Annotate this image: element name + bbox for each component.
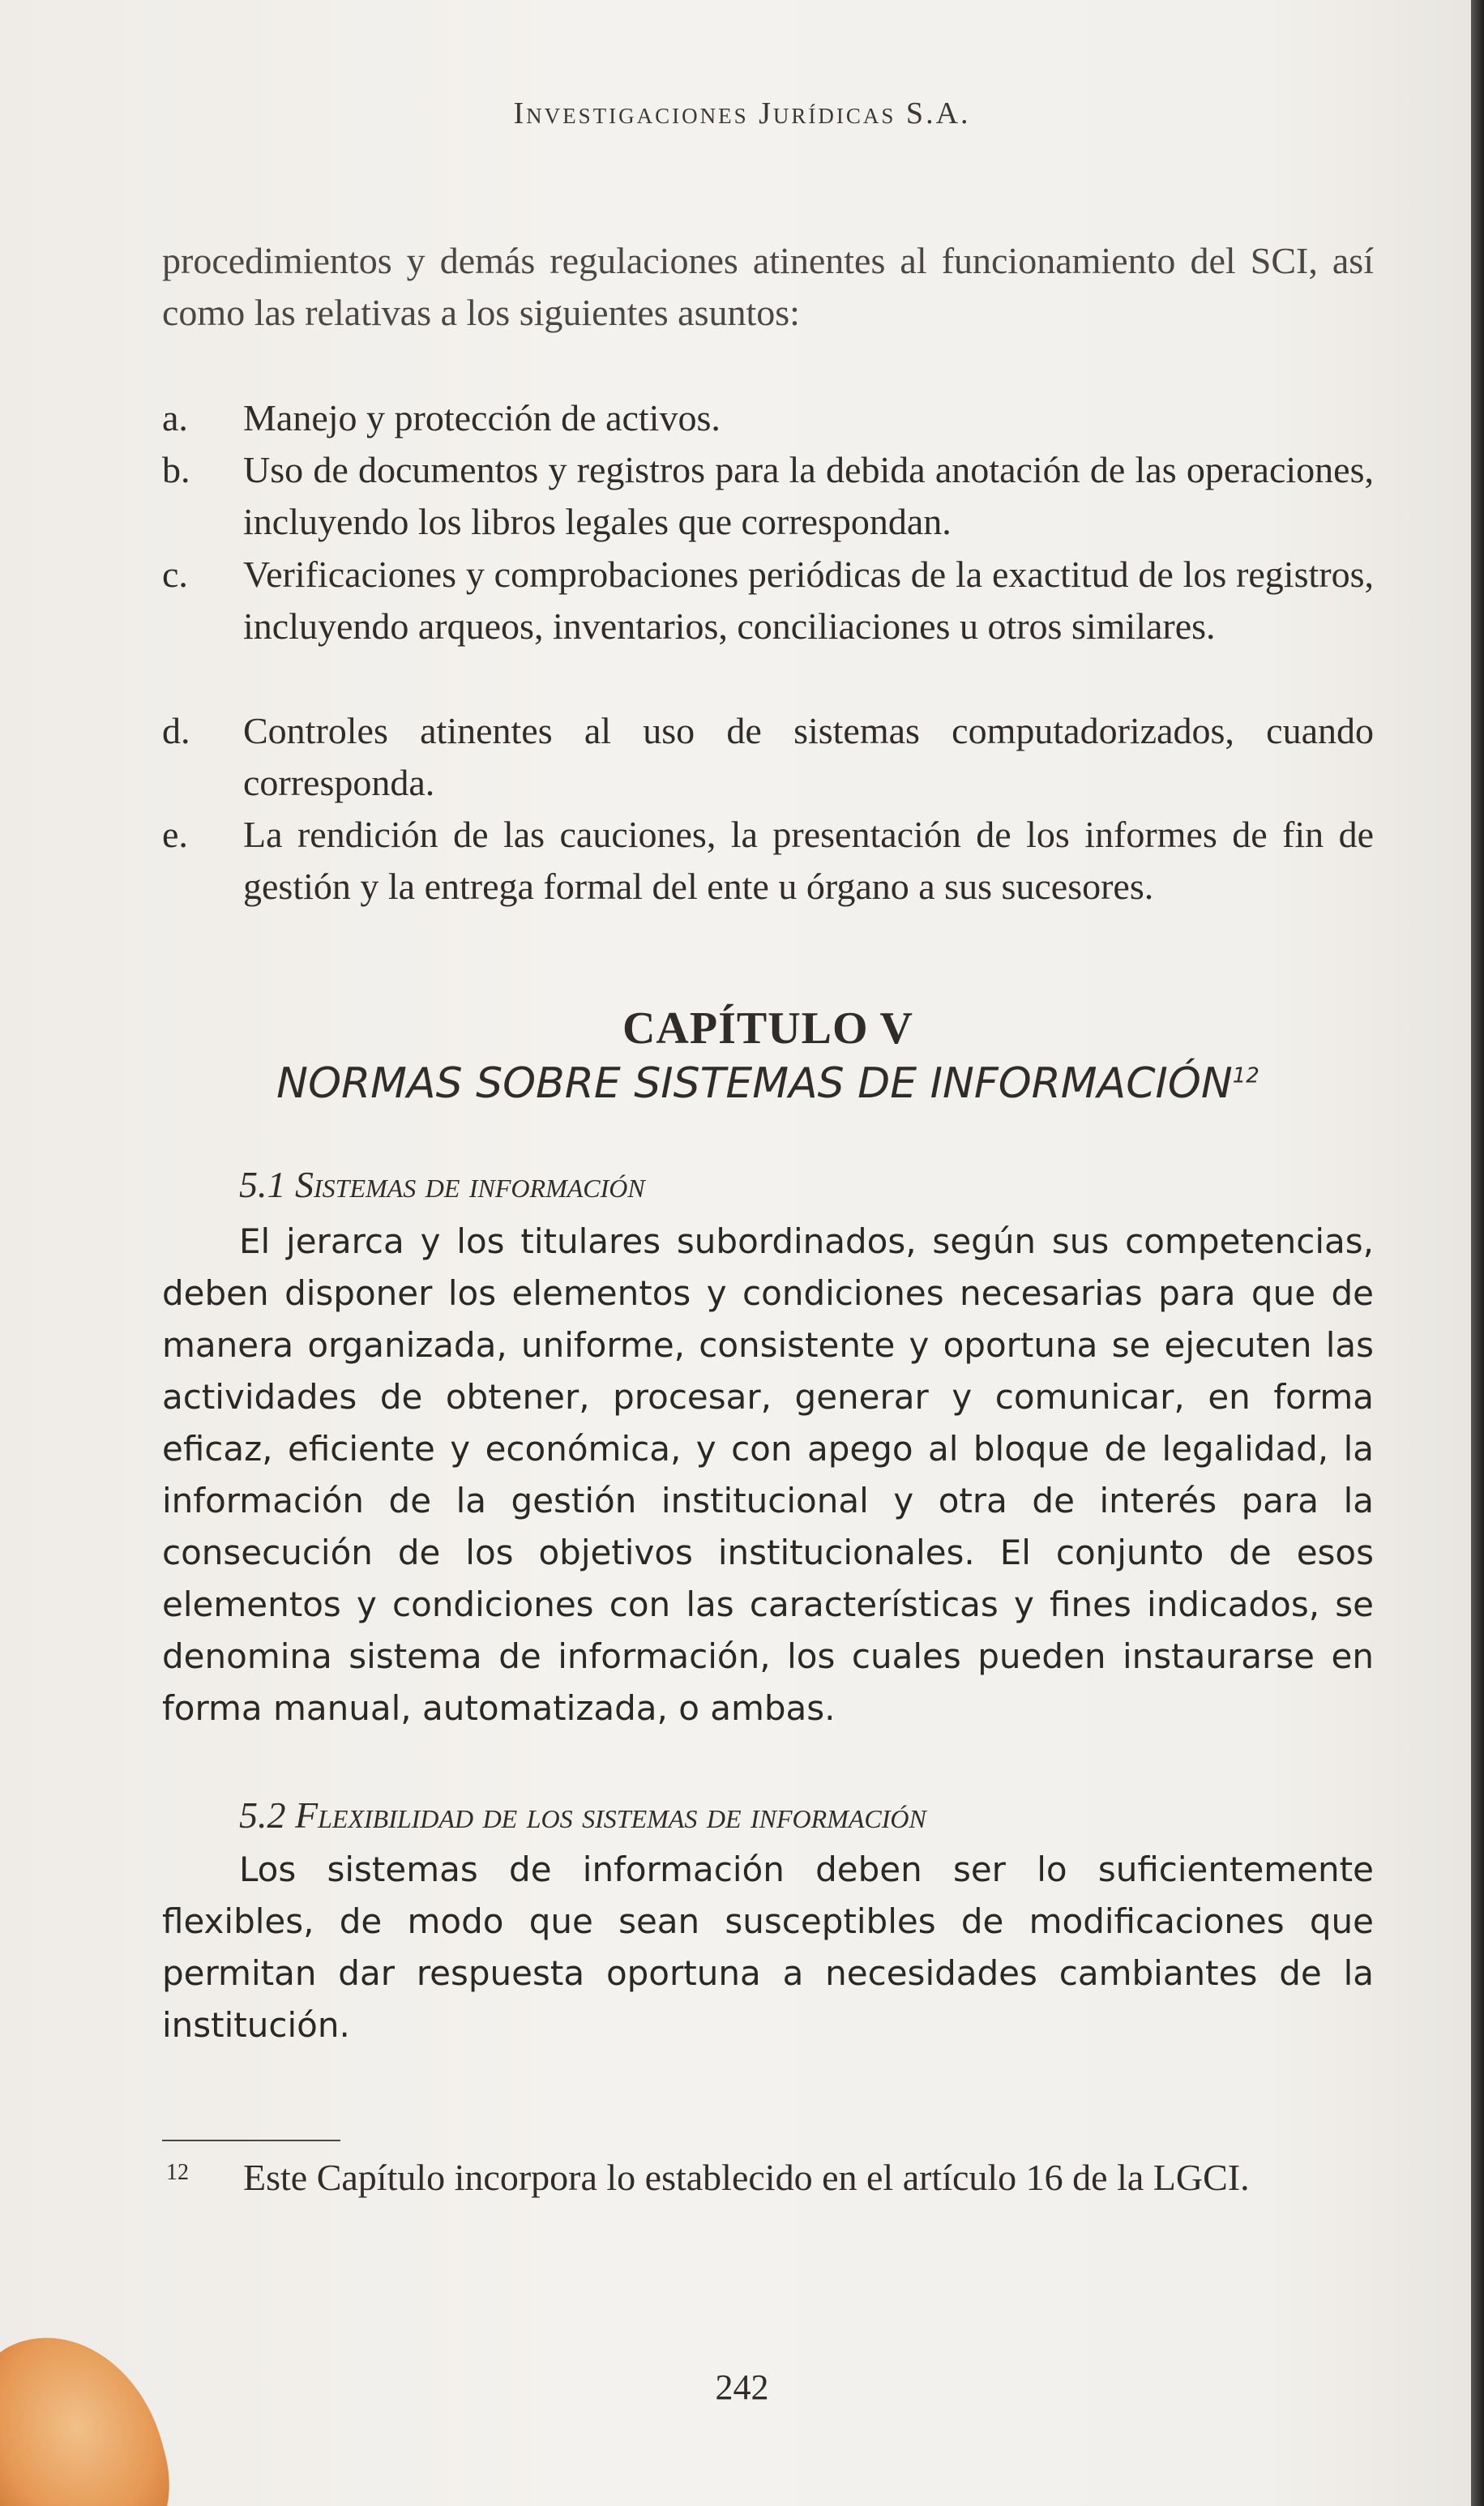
footnote-number: 12	[166, 2160, 189, 2185]
running-header: Investigaciones Jurídicas S.A.	[513, 96, 971, 130]
list-text: La rendición de las cauciones, la presentación de los informes de fin de gestión y la entrega formal del ente u órgano a sus sucesores.	[243, 814, 1374, 907]
footnote-divider	[162, 2140, 340, 2141]
list-marker: d.	[162, 710, 190, 751]
list-marker: b.	[162, 449, 190, 490]
list-text: Verificaciones y comprobaciones periódicas de la exactitud de los registros, incluyendo arqueos, inventarios, conciliaciones u otros similares.	[243, 554, 1374, 647]
footnote-reference[interactable]: 12	[1232, 1063, 1259, 1088]
list-text: Uso de documentos y registros para la debida anotación de las operaciones, incluyendo los libros legales que correspondan.	[243, 449, 1374, 542]
list-marker: e.	[162, 814, 188, 855]
thumb-finger	[0, 2313, 190, 2506]
chapter-title: CAPÍTULO V	[622, 1003, 913, 1054]
page-number: 242	[715, 2367, 769, 2407]
section-body: El jerarca y los titulares subordinados, según sus competencias, deben disponer los elementos y condiciones necesarias para que de manera organizada, uniforme, consistente y oportuna se ejecuten las actividades de obtener, procesar, generar y comunicar, en forma eficaz, eficiente y económica, y con apego al bloque de legalidad, la información de la gestión institucional y otra de interés para la consecución de los objetivos institucionales. El conjunto de esos elementos y condiciones con las características y fines indicados, se denomina sistema de información, los cuales pueden instaurarse en forma manual, automatizada, o ambas.	[162, 1221, 1374, 1728]
chapter-subtitle	[162, 1059, 1374, 1108]
book-spine-shadow	[1471, 0, 1484, 2506]
footnote-text: Este Capítulo incorpora lo establecido en el artículo 16 de la LGCI.	[243, 2157, 1250, 2198]
list-text: Manejo y protección de activos.	[243, 397, 721, 438]
section-body: Los sistemas de información deben ser lo suficientemente flexibles, de modo que sean susceptibles de modificaciones que permitan dar respuesta oportuna a necesidades cambiantes de la institución.	[162, 1850, 1374, 2045]
section-heading: 5.2 Flexibilidad de los sistemas de información	[239, 1794, 926, 1836]
section-heading: 5.1 Sistemas de información	[239, 1164, 645, 1205]
list-marker: a.	[162, 397, 188, 438]
chapter-subtitle-text: NORMAS SOBRE SISTEMAS DE INFORMACIÓN	[276, 1059, 1233, 1108]
list-text: Controles atinentes al uso de sistemas computadorizados, cuando corresponda.	[243, 710, 1374, 803]
intro-paragraph: procedimientos y demás regulaciones atinentes al funcionamiento del SCI, así como las relativas a los siguientes asuntos:	[162, 240, 1374, 333]
list-marker: c.	[162, 554, 188, 595]
